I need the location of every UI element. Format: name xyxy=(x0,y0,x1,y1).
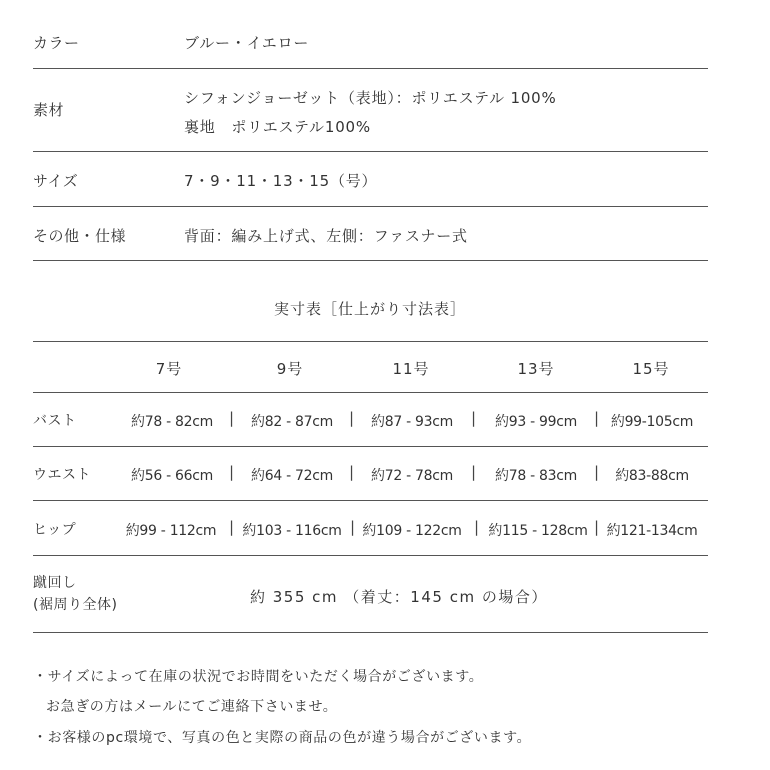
row-label-hem: 蹴回し xyxy=(33,575,77,591)
table-cell: 約99 - 112cm xyxy=(125,523,217,539)
table-cell: 約109 - 122cm xyxy=(362,523,462,539)
divider xyxy=(33,392,708,393)
column-header-11: 11号 xyxy=(392,360,430,378)
divider xyxy=(33,555,708,556)
table-cell: 約78 - 82cm xyxy=(131,414,213,430)
material-label: 素材 xyxy=(33,101,65,119)
table-cell: 約72 - 78cm xyxy=(371,468,453,484)
table-cell: 約121-134cm xyxy=(606,523,698,539)
table-cell: 約82 - 87cm xyxy=(251,414,333,430)
divider xyxy=(33,206,708,207)
divider xyxy=(33,68,708,69)
divider xyxy=(33,341,708,342)
size-label: サイズ xyxy=(33,172,79,190)
column-separator: | xyxy=(471,409,477,427)
note-contact: お急ぎの方はメールにてご連絡下さいませ。 xyxy=(46,699,338,715)
table-cell: 約103 - 116cm xyxy=(242,523,342,539)
table-cell: 約93 - 99cm xyxy=(495,414,577,430)
divider xyxy=(33,632,708,633)
note-stock: ・サイズによって在庫の状況でお時間をいただく場合がございます。 xyxy=(33,669,484,685)
divider xyxy=(33,446,708,447)
column-separator: | xyxy=(229,409,235,427)
column-separator: | xyxy=(349,463,355,481)
column-separator: | xyxy=(594,463,600,481)
column-separator: | xyxy=(229,463,235,481)
other-spec-value: 背面：編み上げ式、左側：ファスナー式 xyxy=(184,227,468,245)
table-cell: 約78 - 83cm xyxy=(495,468,577,484)
column-header-13: 13号 xyxy=(517,360,555,378)
row-label-waist: ウエスト xyxy=(33,467,91,483)
column-separator: | xyxy=(349,409,355,427)
table-cell: 約64 - 72cm xyxy=(251,468,333,484)
row-label-hem-sub: (裾周り全体) xyxy=(33,597,118,613)
column-separator: | xyxy=(594,518,600,536)
size-value: 7・9・11・13・15（号） xyxy=(184,172,378,190)
column-separator: | xyxy=(594,409,600,427)
divider xyxy=(33,500,708,501)
row-label-hip: ヒップ xyxy=(33,522,77,538)
column-separator: | xyxy=(350,518,356,536)
divider xyxy=(33,260,708,261)
column-header-7: 7号 xyxy=(155,360,183,378)
column-separator: | xyxy=(474,518,480,536)
note-color: ・お客様のpc環境で、写真の色と実際の商品の色が違う場合がございます。 xyxy=(33,730,532,746)
table-cell: 約99-105cm xyxy=(610,414,694,430)
column-separator: | xyxy=(471,463,477,481)
table-cell: 約115 - 128cm xyxy=(488,523,588,539)
table-cell: 約83-88cm xyxy=(615,468,689,484)
divider xyxy=(33,151,708,152)
column-separator: | xyxy=(229,518,235,536)
size-table-title: 実寸表［仕上がり寸法表］ xyxy=(273,300,466,318)
table-cell: 約87 - 93cm xyxy=(371,414,453,430)
hem-value: 約 355 cm （着丈：145 cm の場合） xyxy=(250,588,548,606)
material-value-line2: 裏地 ポリエステル100% xyxy=(184,118,371,136)
row-label-bust: バスト xyxy=(33,413,77,429)
column-header-15: 15号 xyxy=(632,360,670,378)
color-value: ブルー・イエロー xyxy=(184,34,310,52)
column-header-9: 9号 xyxy=(276,360,304,378)
color-label: カラー xyxy=(33,34,80,52)
other-spec-label: その他・仕様 xyxy=(33,227,127,245)
table-cell: 約56 - 66cm xyxy=(131,468,213,484)
material-value-line1: シフォンジョーゼット（表地）：ポリエステル 100% xyxy=(184,89,557,107)
